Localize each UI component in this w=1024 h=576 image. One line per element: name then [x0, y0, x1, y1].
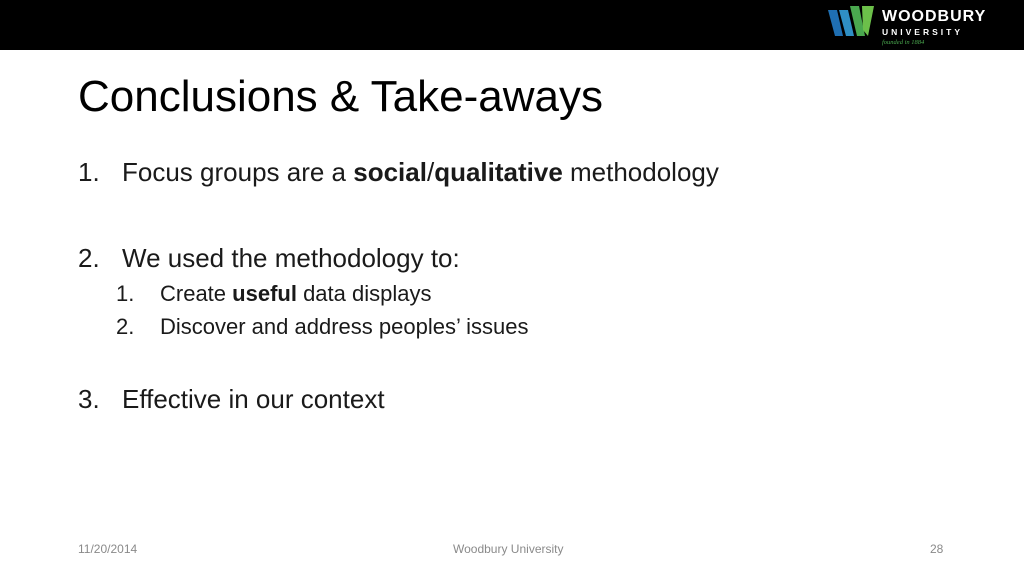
sub-list-number: 2. — [116, 314, 135, 339]
header-bar — [0, 0, 1024, 50]
footer-date: 11/20/2014 — [78, 542, 138, 556]
item-text: Effective in our context — [122, 384, 385, 414]
item-text-pre: Focus groups are a — [122, 157, 354, 187]
logo-founded: founded in 1884 — [882, 39, 925, 46]
sub-list-item-1 — [116, 281, 431, 307]
sub-item-text: Discover and address peoples’ issues — [160, 314, 529, 339]
footer-page-number: 28 — [930, 542, 944, 556]
item-text-post: methodology — [562, 157, 719, 187]
footer-center: Woodbury University — [453, 542, 564, 556]
item-text-bold-qualitative: qualitative — [434, 157, 563, 187]
sub-item-text-bold: useful — [232, 281, 297, 306]
list-item-3 — [78, 384, 385, 415]
item-text-slash: / — [426, 157, 435, 187]
logo-name: WOODBURY — [882, 8, 987, 25]
sub-item-text-pre: Create — [160, 281, 233, 306]
sub-list-item-2 — [116, 314, 529, 340]
university-logo — [828, 2, 1008, 48]
w-logo-icon — [828, 6, 876, 42]
logo-subtitle: UNIVERSITY — [882, 27, 964, 37]
list-number: 1. — [78, 157, 100, 187]
list-number: 3. — [78, 384, 100, 414]
sub-item-text-post: data displays — [296, 281, 432, 306]
list-item-2 — [78, 243, 460, 274]
list-item-1 — [78, 157, 719, 188]
item-text: We used the methodology to: — [122, 243, 460, 273]
sub-list-number: 1. — [116, 281, 135, 306]
item-text-bold-social: social — [353, 157, 427, 187]
slide-title: Conclusions & Take-aways — [78, 72, 603, 121]
list-number: 2. — [78, 243, 100, 273]
